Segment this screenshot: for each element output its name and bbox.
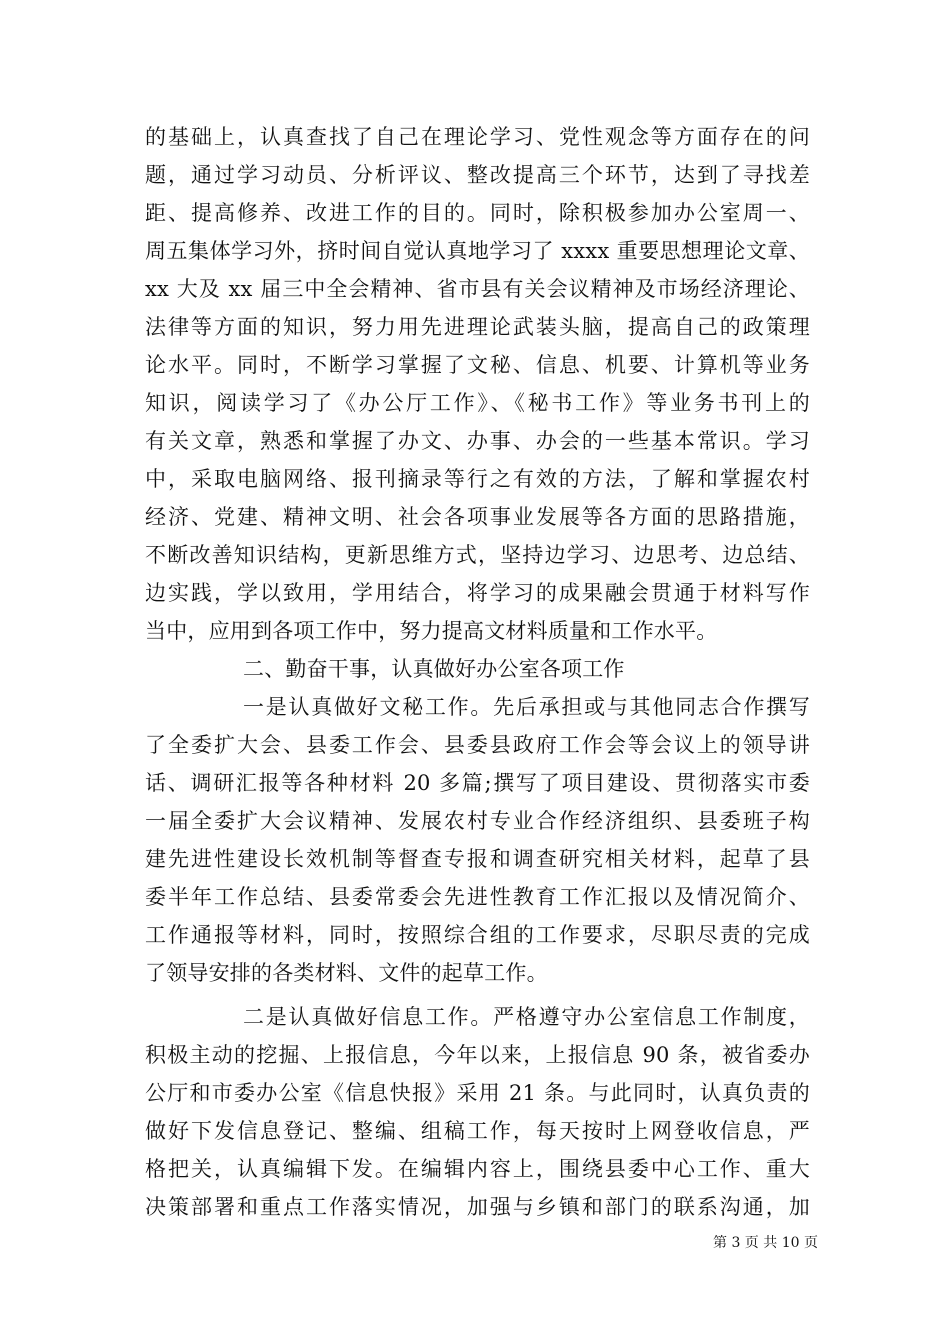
- text-line: 话、调研汇报等各种材料 20 多篇;撰写了项目建设、贯彻落实市委: [145, 771, 810, 795]
- text-line: 一是认真做好文秘工作。先后承担或与其他同志合作撰写: [243, 695, 810, 719]
- text-line: 格把关，认真编辑下发。在编辑内容上，围绕县委中心工作、重大: [145, 1157, 810, 1181]
- text-line: 距、提高修养、改进工作的目的。同时，除积极参加办公室周一、: [145, 201, 810, 225]
- text-line: 了领导安排的各类材料、文件的起草工作。: [145, 961, 548, 985]
- text-line: 知识，阅读学习了《办公厅工作》、《秘书工作》等业务书刊上的: [145, 391, 810, 415]
- text-line: 二是认真做好信息工作。严格遵守办公室信息工作制度，: [243, 1005, 810, 1029]
- text-line: 公厅和市委办公室《信息快报》采用 21 条。与此同时，认真负责的: [145, 1081, 810, 1105]
- paragraph-study: [145, 118, 810, 650]
- text-line: 决策部署和重点工作落实情况，加强与乡镇和部门的联系沟通，加: [145, 1195, 810, 1219]
- text-line: 工作通报等材料，同时，按照综合组的工作要求，尽职尽责的完成: [145, 923, 810, 947]
- text-line: 一届全委扩大会议精神、发展农村专业合作经济组织、县委班子构: [145, 809, 810, 833]
- paragraph-information: [145, 998, 810, 1226]
- text-line: 了全委扩大会、县委工作会、县委县政府工作会等会议上的领导讲: [145, 733, 810, 757]
- section-heading: 二、勤奋干事，认真做好办公室各项工作: [243, 657, 625, 681]
- page-number: 第 3 页 共 10 页: [713, 1235, 818, 1251]
- text-line: 周五集体学习外，挤时间自觉认真地学习了 xxxx 重要思想理论文章、: [145, 239, 810, 263]
- text-line: 边实践，学以致用，学用结合，将学习的成果融会贯通于材料写作: [145, 581, 810, 605]
- text-line: xx 大及 xx 届三中全会精神、省市县有关会议精神及市场经济理论、: [145, 277, 810, 301]
- text-line: 积极主动的挖掘、上报信息，今年以来，上报信息 90 条，被省委办: [145, 1043, 810, 1067]
- text-line: 的基础上，认真查找了自己在理论学习、党性观念等方面存在的问: [145, 125, 810, 149]
- text-line: 论水平。同时，不断学习掌握了文秘、信息、机要、计算机等业务: [145, 353, 810, 377]
- text-line: 题，通过学习动员、分析评议、整改提高三个环节，达到了寻找差: [145, 163, 810, 187]
- text-line: 做好下发信息登记、整编、组稿工作，每天按时上网登收信息，严: [145, 1119, 810, 1143]
- text-line: 经济、党建、精神文明、社会各项事业发展等各方面的思路措施，: [145, 505, 810, 529]
- paragraph-secretarial: [145, 688, 810, 992]
- text-line: 委半年工作总结、县委常委会先进性教育工作汇报以及情况简介、: [145, 885, 810, 909]
- text-line: 建先进性建设长效机制等督查专报和调查研究相关材料，起草了县: [145, 847, 810, 871]
- text-line: 不断改善知识结构，更新思维方式，坚持边学习、边思考、边总结、: [145, 543, 810, 567]
- text-line: 中，采取电脑网络、报刊摘录等行之有效的方法，了解和掌握农村: [145, 467, 810, 491]
- text-line: 当中，应用到各项工作中，努力提高文材料质量和工作水平。: [145, 619, 718, 643]
- text-line: 有关文章，熟悉和掌握了办文、办事、办会的一些基本常识。学习: [145, 429, 810, 453]
- text-line: 法律等方面的知识，努力用先进理论武装头脑，提高自己的政策理: [145, 315, 810, 339]
- document-body: [145, 118, 810, 1226]
